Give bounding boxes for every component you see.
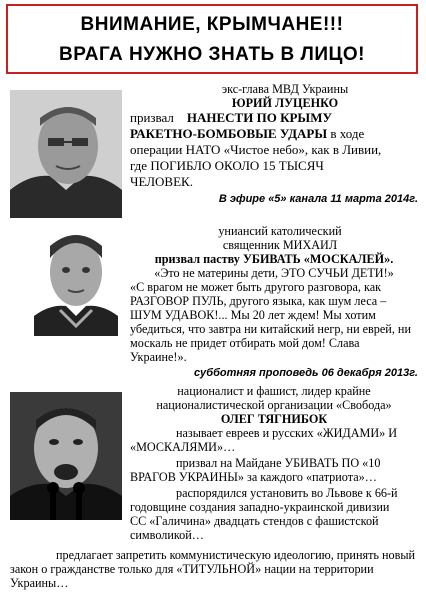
person2-source: субботняя проповедь 06 декабря 2013г. — [194, 367, 418, 379]
person3-paragraph-c — [130, 486, 418, 542]
person3-c-3: СС «Галичина» двадцать стендов с фашистской — [130, 514, 379, 528]
person2-title: священник МИХАИЛ — [222, 238, 338, 252]
person2-call: призвал паству УБИВАТЬ «МОСКАЛЕЙ». — [154, 252, 394, 266]
person1-statement — [130, 110, 418, 190]
person3-paragraph-b — [130, 456, 418, 484]
person2-quote-1: «Это не материны дети, ЭТО СУЧЬИ ДЕТИ!» — [154, 266, 394, 280]
person2-quote-5: убедиться, что завтра ни китайский негр, ни еврей, ни — [130, 322, 411, 336]
person1-text-6: где ПОГИБЛО ОКОЛО 15 ТЫСЯЧ — [130, 158, 324, 173]
person1-role: экс-глава МВД Украины — [221, 82, 349, 96]
person2-role: униансий католический — [218, 224, 342, 238]
person1-text-2: НАНЕСТИ ПО КРЫМУ — [186, 110, 333, 125]
person2-quote-4: ШУМ УДАВОК!... Мы 20 лет ждем! Мы хотим — [130, 308, 376, 322]
person3-d-2: закон о гражданстве только для «ТИТУЛЬНОЙ» нации на территории — [10, 562, 374, 576]
person1-source: В эфире «5» канала 11 марта 2014г. — [218, 193, 418, 205]
person3-a-2: «МОСКАЛЯМИ»… — [130, 440, 236, 454]
person1-text-5: операции НАТО «Чистое небо», как в Ливии, — [130, 142, 382, 157]
portrait-photo-2 — [30, 224, 122, 336]
header-line-1: ВНИМАНИЕ, КРЫМЧАНЕ!!! — [80, 14, 344, 35]
person3-b-1: призвал на Майдане УБИВАТЬ ПО «10 — [176, 456, 381, 470]
person1-text-1: призвал — [130, 110, 174, 125]
person2-quote-2: «С врагом не может быть другого разговора, как — [130, 280, 382, 294]
header-line-2: ВРАГА НУЖНО ЗНАТЬ В ЛИЦО! — [59, 44, 365, 65]
person2-quote-3: РАЗГОВОР ПУЛЬ, другого языка, как шум леса – — [130, 294, 387, 308]
person3-name: ОЛЕГ ТЯГНИБОК — [220, 412, 328, 426]
person1-text-4: в ходе — [330, 126, 365, 141]
person2-quote-block — [130, 280, 418, 364]
person2-quote-6: москаль не придет отбирать мой дом! Слава — [130, 336, 360, 350]
portrait-photo-3 — [10, 392, 122, 520]
person1-name: ЮРИЙ ЛУЦЕНКО — [231, 96, 339, 110]
portrait-photo-1 — [10, 90, 122, 218]
person3-a-1: называет евреев и русских «ЖИДАМИ» И — [176, 426, 398, 440]
person3-role-line-2: националистической организации «Свобода» — [156, 398, 392, 412]
person3-d-3: Украины… — [10, 576, 69, 590]
person1-text-7: ЧЕЛОВЕК. — [130, 174, 193, 189]
person3-c-4: символикой… — [130, 528, 204, 542]
person3-paragraph-a — [130, 426, 418, 454]
person3-d-1: предлагает запретить коммунистическую идеологию, принять новый — [56, 548, 416, 562]
person1-text-3: РАКЕТНО-БОМБОВЫЕ УДАРЫ — [130, 126, 328, 141]
person3-c-1: распорядился установить во Львове к 66-й — [176, 486, 398, 500]
person3-paragraph-d — [10, 548, 418, 590]
person3-role-line-1: националист и фашист, лидер крайне — [177, 384, 371, 398]
person3-b-2: ВРАГОВ УКРАИНЫ» за каждого «патриота»… — [130, 470, 377, 484]
person2-quote-7: Украине!». — [130, 350, 187, 364]
person3-c-2: годовщине создания западно-украинской дивизии — [130, 500, 390, 514]
warning-header — [6, 4, 418, 74]
